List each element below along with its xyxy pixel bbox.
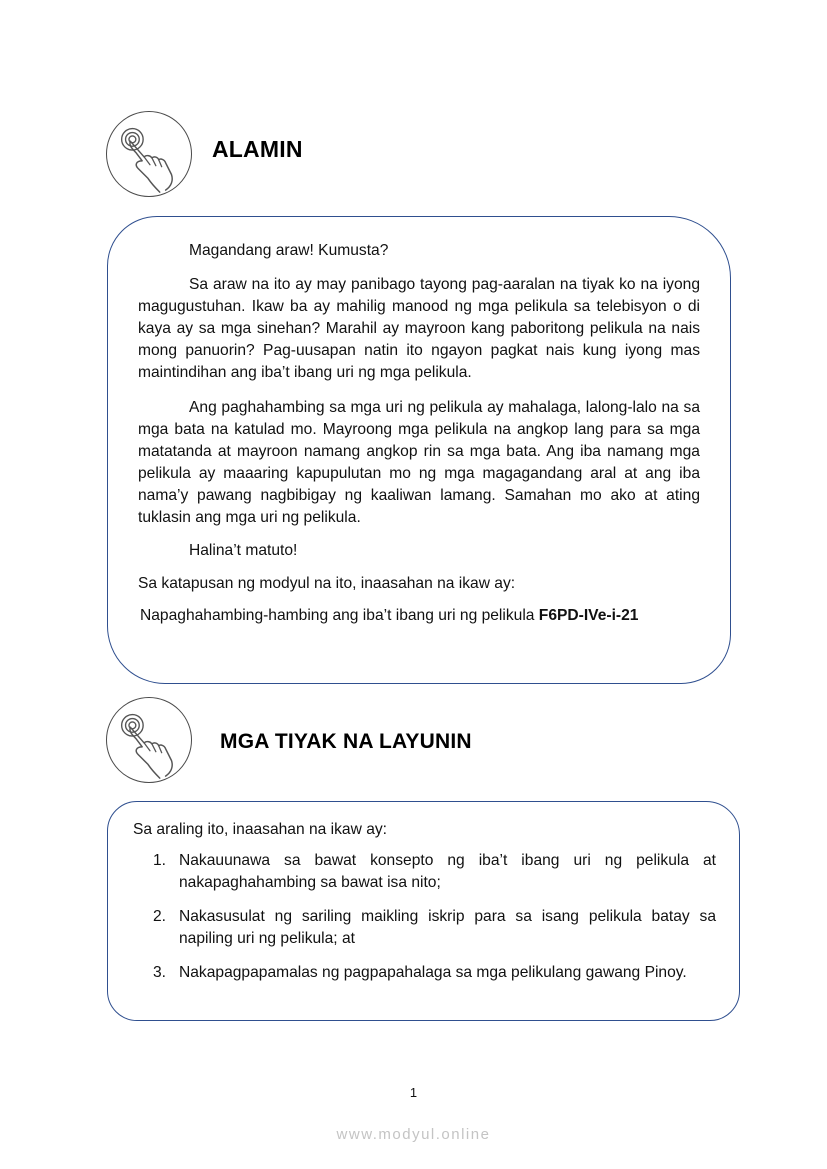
intro-paragraph: Sa araw na ito ay may panibago tayong pag-aaralan na tiyak ko na iyong magugustuhan. Ikaw ba ay mahilig manood ng mga pelikula sa telebisyon o di kaya ay sa mga sinehan? Marahil ay mayroon kang paboritong pelikula na nais mong panuorin? Pag-uusapan natin ito ngayon pagkat nais kung iyong mas maintindihan ang iba’t ibang uri ng mga pelikula. bbox=[138, 276, 700, 381]
objective-item bbox=[133, 962, 716, 984]
competency-line bbox=[140, 605, 710, 627]
comparison-paragraph: Ang paghahambing sa mga uri ng pelikula ay mahalaga, lalong-lalo na sa mga bata na katulad mo. Mayroong mga pelikula na angkop lang para sa mga matatanda at mayroon namang angkop rin sa mga bata. Ang iba namang mga pelikula ay maaaring kapupulutan mo ng mga magagandang aral at ang iba nama’y pawang nagbibigay ng kaaliwan lamang. Samahan mo ako at ating tuklasin ang mga uri ng pelikula. bbox=[138, 399, 700, 526]
greeting-text: Magandang araw! Kumusta? bbox=[189, 242, 389, 259]
objective-item bbox=[133, 850, 716, 894]
objective-number: 2. bbox=[153, 908, 167, 925]
competency-code: F6PD-IVe-i-21 bbox=[538, 607, 639, 624]
alamin-title: ALAMIN bbox=[212, 136, 303, 162]
page-number: 1 bbox=[409, 1085, 418, 1100]
objective-text: Nakauunawa sa bawat konsepto ng iba’t ibang uri ng pelikula at nakapaghahambing sa bawat isa nito; bbox=[179, 852, 716, 891]
objective-number: 3. bbox=[153, 964, 167, 981]
finger-touch-icon bbox=[106, 697, 192, 783]
objectives-list bbox=[133, 850, 716, 996]
watermark: www.modyul.online bbox=[336, 1126, 491, 1143]
objective-text: Nakasusulat ng sariling maikling iskrip para sa isang pelikula batay sa napiling uri ng pelikula; at bbox=[179, 908, 716, 947]
closing-text: Halina’t matuto! bbox=[189, 542, 298, 559]
finger-touch-icon bbox=[106, 111, 192, 197]
competency-text: Napaghahambing-hambing ang iba’t ibang uri ng pelikula bbox=[140, 607, 535, 624]
layunin-intro: Sa araling ito, inaasahan na ikaw ay: bbox=[133, 821, 387, 838]
objective-text: Nakapagpapamalas ng pagpapahalaga sa mga pelikulang gawang Pinoy. bbox=[179, 964, 687, 981]
objective-item bbox=[133, 906, 716, 950]
layunin-title: MGA TIYAK NA LAYUNIN bbox=[220, 730, 472, 753]
objective-number: 1. bbox=[153, 852, 167, 869]
expectation-intro: Sa katapusan ng modyul na ito, inaasahan na ikaw ay: bbox=[138, 575, 516, 592]
